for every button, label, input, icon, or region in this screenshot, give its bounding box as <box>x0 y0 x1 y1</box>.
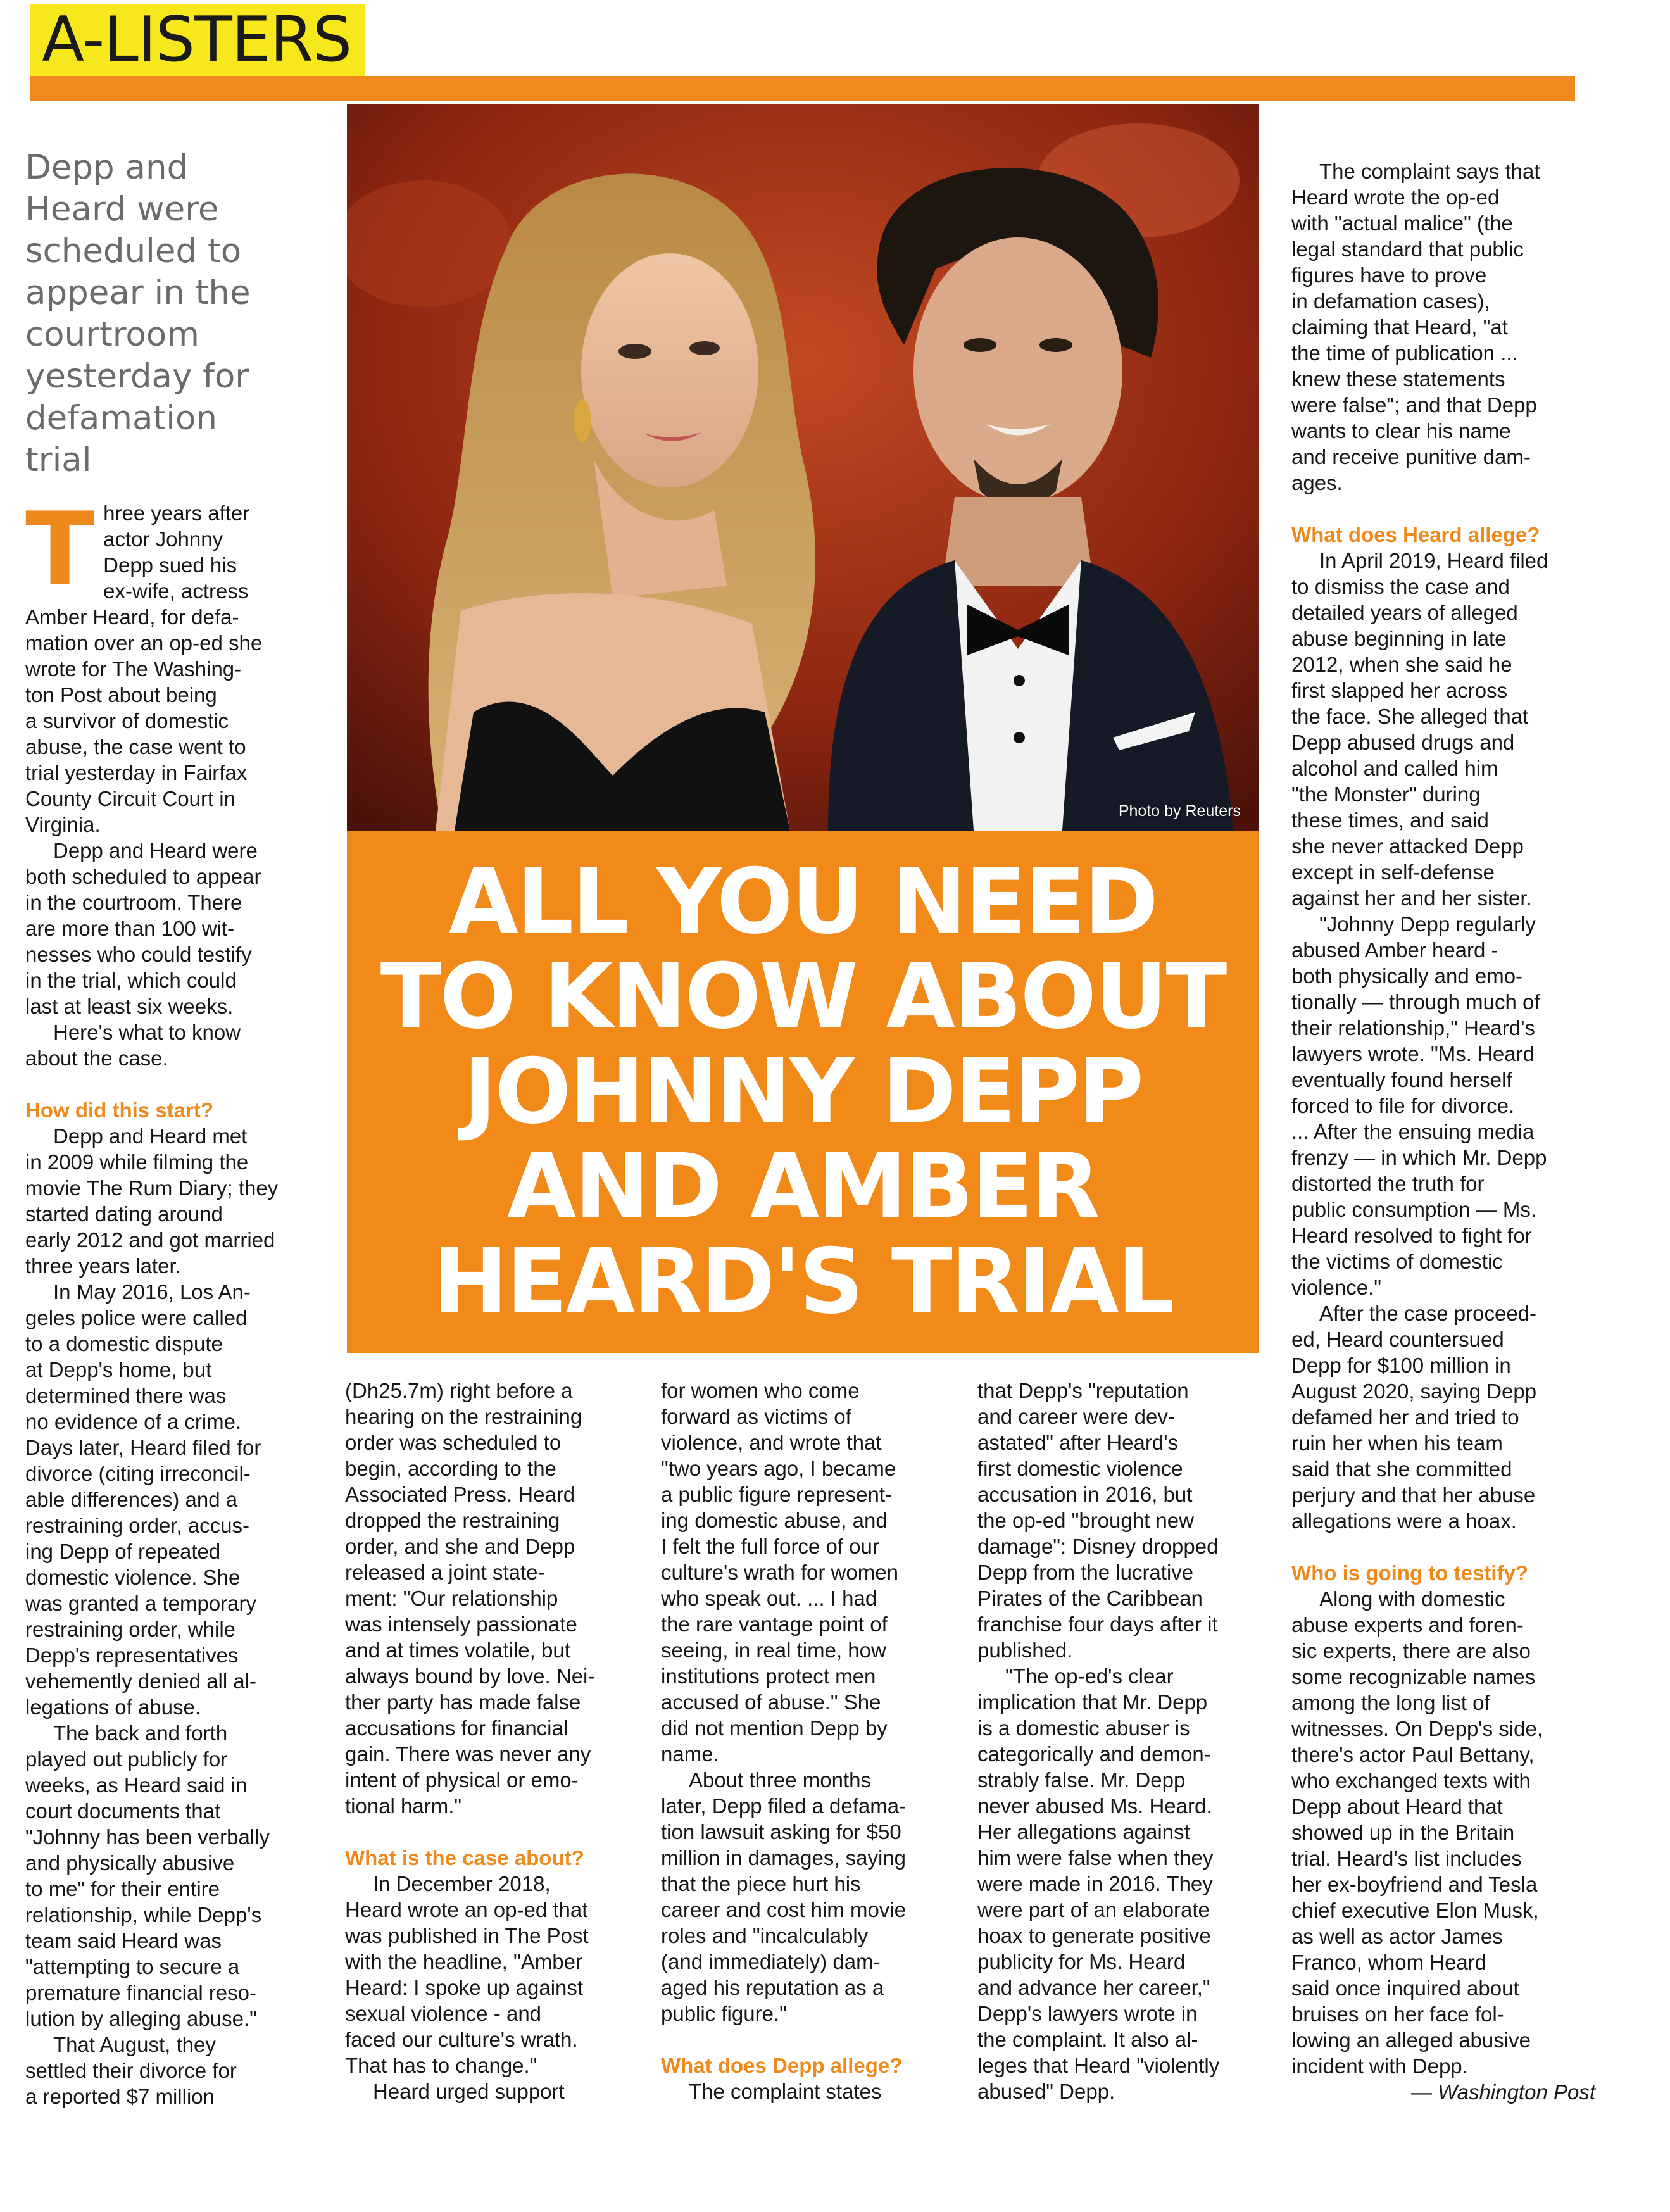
paragraph: After the case proceed- ed, Heard countersued Depp for $100 million in August 2020, saying Depp defamed her and tried to ruin her when his team said that she committed perjury and that her abuse allegations were a hoax. <box>1291 1302 1537 1533</box>
header-rule <box>30 76 1575 101</box>
section-label-text: A-LISTERS <box>42 4 352 76</box>
paragraph: "The op-ed's clear implication that Mr. Depp is a domestic abuser is categorically and demon- strably false. Mr. Depp never abused Ms. Heard. Her allegations against him were false when they were made in 2016. They were part of an elaborate hoax to generate positive publicity for Ms. Heard and advance her career," Depp's lawyers wrote in the complaint. It also al- leges that Heard "violently abused" Depp. <box>977 1664 1220 2103</box>
drop-cap: T <box>25 490 95 608</box>
paragraph: (Dh25.7m) right before a hearing on the restraining order was scheduled to begin, according to the Associated Press. Heard dropped the restraining order, and she and Depp released a joint state- ment: "Our relationship was intensely passionate and at times volatile, but always bound by love. Nei- ther party has made false accusations for financial gain. There was never any intent of physical or emo- tional harm." <box>345 1379 595 1818</box>
column-2 <box>345 1378 643 2104</box>
column-5 <box>1291 158 1595 2105</box>
headline: ALL YOU NEED TO KNOW ABOUT JOHNNY DEPP AND AMBER HEARD'S TRIAL <box>380 849 1226 1334</box>
subhead: How did this start? <box>25 1098 213 1122</box>
paragraph: That August, they settled their divorce for a reported $7 million <box>25 2033 237 2108</box>
paragraph: hree years after actor Johnny Depp sued his ex-wife, actress Amber Heard, for defa- mation over an op-ed she wrote for The Washing- ton Post about being a survivor of domestic abuse, the case went to trial yesterday in Fairfax County Circuit Court in Virginia. <box>25 501 263 836</box>
subhead: What does Heard allege? <box>1291 523 1540 546</box>
section-label <box>30 4 365 76</box>
deck: Depp and Heard were scheduled to appear in the courtroom yesterday for defamation trial <box>25 148 251 479</box>
photo-credit: Photo by Reuters <box>1118 802 1241 820</box>
paragraph: The complaint says that Heard wrote the op-ed with "actual malice" (the legal standard that public figures have to prove in defamation cases), claiming that Heard, "at the time of publication ... knew these statements were false"; and that Depp wants to clear his name and receive punitive dam- ages. <box>1291 160 1540 494</box>
column-1 <box>25 490 323 2109</box>
subhead: What does Depp allege? <box>661 2054 903 2077</box>
paragraph: Depp and Heard were both scheduled to appear in the courtroom. There are more than 100 wit- nesses who could testify in the trial, which could last at least six weeks. <box>25 839 261 1018</box>
subhead: What is the case about? <box>345 1846 584 1870</box>
paragraph: for women who come forward as victims of violence, and wrote that "two years ago, I became a public figure represent- ing domestic abuse, and I felt the full force of our culture's wrath for women who speak out. ... I had the rare vantage point of seeing, in real time, how institutions protect men accused of abuse." She did not mention Depp by name. <box>661 1379 898 1766</box>
paragraph: Along with domestic abuse experts and foren- sic experts, there are also some recognizable names among the long list of witnesses. On Depp's side, there's actor Paul Bettany, who exchanged texts with Depp about Heard that showed up in the Britain trial. Heard's list includes her ex-boyfriend and Tesla chief executive Elon Musk, as well as actor James Franco, whom Heard said once inquired about bruises on her face fol- lowing an alleged abusive incident with Depp. <box>1291 1587 1543 2078</box>
paragraph: "Johnny Depp regularly abused Amber heard - both physically and emo- tionally — through much of their relationship," Heard's lawyers wrote. "Ms. Heard eventually found herself forced to file for divorce. ... After the ensuing media frenzy — in which Mr. Depp distorted the truth for public consumption — Ms. Heard resolved to fight for the victims of domestic violence." <box>1291 912 1547 1299</box>
paragraph: In December 2018, Heard wrote an op-ed that was published in The Post with the headline, "Amber Heard: I spoke up against sexual violence - and faced our culture's wrath. That has to change." <box>345 1872 589 2077</box>
paragraph: Heard urged support <box>373 2080 565 2103</box>
paragraph: In May 2016, Los An- geles police were called to a domestic dispute at Depp's home, but determined there was no evidence of a crime. Days later, Heard filed for divorce (citing irreconcil- able differences) and a restraining order, accus- ing Depp of repeated domestic violence. She was granted a temporary restraining order, while Depp's representatives vehemently denied all al- legations of abuse. <box>25 1280 261 1719</box>
paragraph: Here's what to know about the case. <box>25 1021 241 1070</box>
column-4 <box>977 1378 1275 2104</box>
paragraph: that Depp's "reputation and career were dev- astated" after Heard's first domestic violence accusation in 2016, but the op-ed "brought new damage": Disney dropped Depp from the lucrative Pirates of the Caribbean franchise four days after it published. <box>977 1379 1219 1662</box>
article-photo <box>347 104 1259 831</box>
byline: — Washington Post <box>1410 2080 1595 2104</box>
paragraph: In April 2019, Heard filed to dismiss the case and detailed years of alleged abuse beginning in late 2012, when she said he first slapped her across the face. She alleged that Depp abused drugs and alcohol and called him "the Monster" during these times, and said she never attacked Depp except in self-defense against her and her sister. <box>1291 549 1548 910</box>
photo-illustration <box>347 104 1259 831</box>
paragraph: About three months later, Depp filed a defama- tion lawsuit asking for $50 million in damages, saying that the piece hurt his career and cost him movie roles and "incalculably (and immediately) dam- aged his reputation as a public figure." <box>661 1768 907 2025</box>
paragraph: The back and forth played out publicly for weeks, as Heard said in court documents that "Johnny has been verbally and physically abusive to me" for their entire relationship, while Depp's team said Heard was "attempting to secure a premature financial reso- lution by alleging abuse." <box>25 1721 270 2030</box>
headline-box <box>347 831 1259 1353</box>
paragraph: Depp and Heard met in 2009 while filming the movie The Rum Diary; they started dating around early 2012 and got married three years later. <box>25 1124 279 1278</box>
subhead: Who is going to testify? <box>1291 1561 1528 1585</box>
paragraph: The complaint states <box>689 2080 882 2103</box>
column-3 <box>661 1378 958 2104</box>
